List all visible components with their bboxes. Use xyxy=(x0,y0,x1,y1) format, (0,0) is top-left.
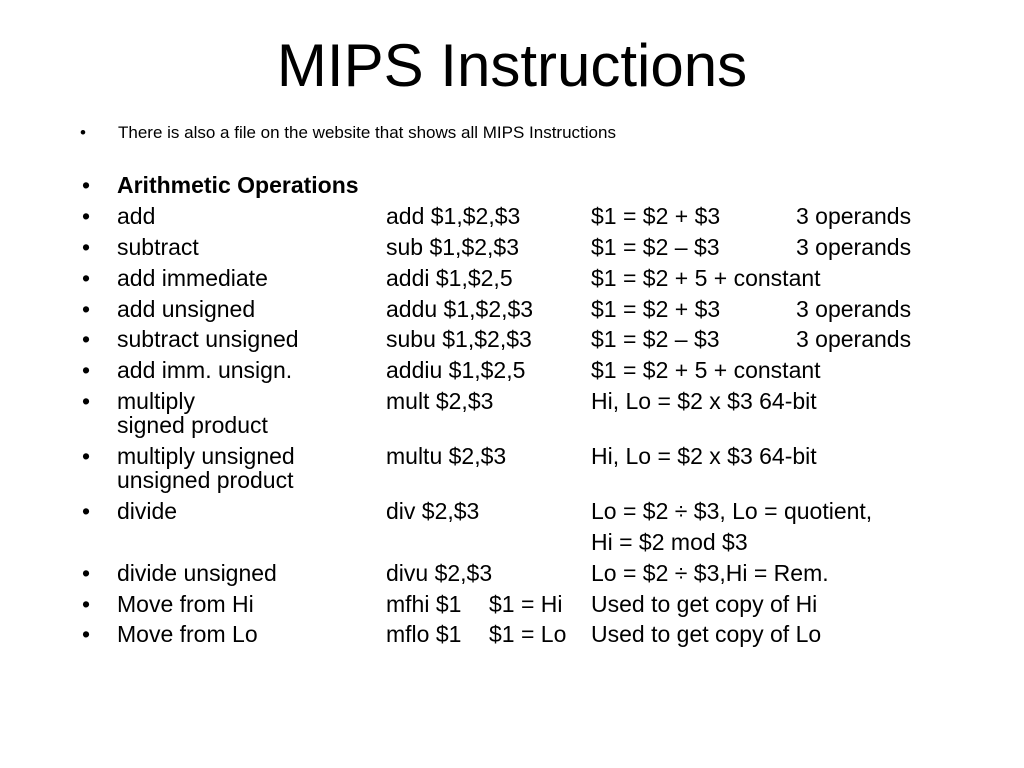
instruction-row-multiply-unsigned xyxy=(0,443,1024,493)
note-text: There is also a file on the website that shows all MIPS Instructions xyxy=(118,123,616,142)
instruction-meaning: $1 = $2 + 5 + constant xyxy=(591,265,821,291)
instruction-meaning: $1 = $2 + 5 + constant xyxy=(591,357,821,383)
instruction-name: add imm. unsign. xyxy=(117,357,293,383)
instruction-comment: 3 operands xyxy=(796,296,912,322)
instruction-row-subtract xyxy=(0,234,1024,265)
instruction-example-meaning: $1 = Hi xyxy=(489,591,563,617)
instruction-name: Move from Hi xyxy=(117,591,254,617)
instruction-name: divide unsigned xyxy=(117,560,277,586)
instruction-continuation: signed product xyxy=(117,412,268,438)
instruction-meaning: Lo = $2 ÷ $3,Hi = Rem. xyxy=(591,560,829,586)
bullet: • xyxy=(82,621,91,647)
instruction-example: divu $2,$3 xyxy=(386,560,493,586)
bullet: • xyxy=(82,357,91,383)
instruction-row-add-imm-unsign xyxy=(0,357,1024,388)
instruction-name: divide xyxy=(117,498,178,524)
instruction-example: add $1,$2,$3 xyxy=(386,203,521,229)
instruction-comment: 3 operands xyxy=(796,234,912,260)
instruction-comment: 3 operands xyxy=(796,326,912,352)
instruction-row-multiply xyxy=(0,388,1024,438)
bullet: • xyxy=(82,172,91,198)
instruction-example: div $2,$3 xyxy=(386,498,480,524)
instruction-name: multiply unsigned xyxy=(117,443,295,469)
instruction-meaning: $1 = $2 – $3 xyxy=(591,326,720,352)
instruction-example: mult $2,$3 xyxy=(386,388,494,414)
bullet: • xyxy=(82,388,91,414)
instruction-row-divide xyxy=(0,498,1024,529)
instruction-name: subtract xyxy=(117,234,199,260)
instruction-name: Move from Lo xyxy=(117,621,258,647)
instruction-name: add immediate xyxy=(117,265,268,291)
bullet: • xyxy=(82,203,91,229)
section-heading-row xyxy=(0,172,1024,203)
bullet: • xyxy=(80,123,86,142)
instruction-meaning: $1 = $2 – $3 xyxy=(591,234,720,260)
instruction-example: addi $1,$2,5 xyxy=(386,265,513,291)
bullet: • xyxy=(82,560,91,586)
bullet: • xyxy=(82,443,91,469)
instruction-example: addu $1,$2,$3 xyxy=(386,296,534,322)
instruction-example: mflo $1 xyxy=(386,621,462,647)
instruction-meaning: Used to get copy of Hi xyxy=(591,591,818,617)
bullet: • xyxy=(82,296,91,322)
bullet: • xyxy=(82,265,91,291)
instruction-row-add xyxy=(0,203,1024,234)
instruction-example: sub $1,$2,$3 xyxy=(386,234,520,260)
bullet: • xyxy=(82,591,91,617)
instruction-meaning: Used to get copy of Lo xyxy=(591,621,822,647)
section-heading: Arithmetic Operations xyxy=(117,172,359,198)
instruction-continuation: unsigned product xyxy=(117,467,294,493)
instruction-example: multu $2,$3 xyxy=(386,443,507,469)
instruction-meaning: $1 = $2 + $3 xyxy=(591,203,721,229)
instruction-name: subtract unsigned xyxy=(117,326,299,352)
instruction-name: add xyxy=(117,203,156,229)
instruction-name: add unsigned xyxy=(117,296,256,322)
instruction-row-add-immediate xyxy=(0,265,1024,296)
instruction-example-meaning: $1 = Lo xyxy=(489,621,567,647)
instruction-meaning: $1 = $2 + $3 xyxy=(591,296,721,322)
slide-title: MIPS Instructions xyxy=(276,32,748,99)
instruction-row-move-from-lo xyxy=(0,621,1024,652)
bullet: • xyxy=(82,498,91,524)
instruction-row-move-from-hi xyxy=(0,591,1024,622)
instruction-meaning: Hi, Lo = $2 x $3 64-bit xyxy=(591,388,817,414)
instruction-name: multiply xyxy=(117,388,195,414)
instruction-meaning: Lo = $2 ÷ $3, Lo = quotient, xyxy=(591,498,873,524)
bullet: • xyxy=(82,326,91,352)
instruction-example: addiu $1,$2,5 xyxy=(386,357,526,383)
instruction-meaning-line2: Hi = $2 mod $3 xyxy=(591,529,748,555)
instruction-meaning: Hi, Lo = $2 x $3 64-bit xyxy=(591,443,817,469)
instruction-comment: 3 operands xyxy=(796,203,912,229)
instruction-row-subtract-unsigned xyxy=(0,326,1024,357)
bullet: • xyxy=(82,234,91,260)
instruction-row-add-unsigned xyxy=(0,296,1024,327)
instruction-example: mfhi $1 xyxy=(386,591,462,617)
instruction-example: subu $1,$2,$3 xyxy=(386,326,532,352)
instruction-row-divide-line2 xyxy=(0,529,1024,560)
instruction-row-divide-unsigned xyxy=(0,560,1024,591)
